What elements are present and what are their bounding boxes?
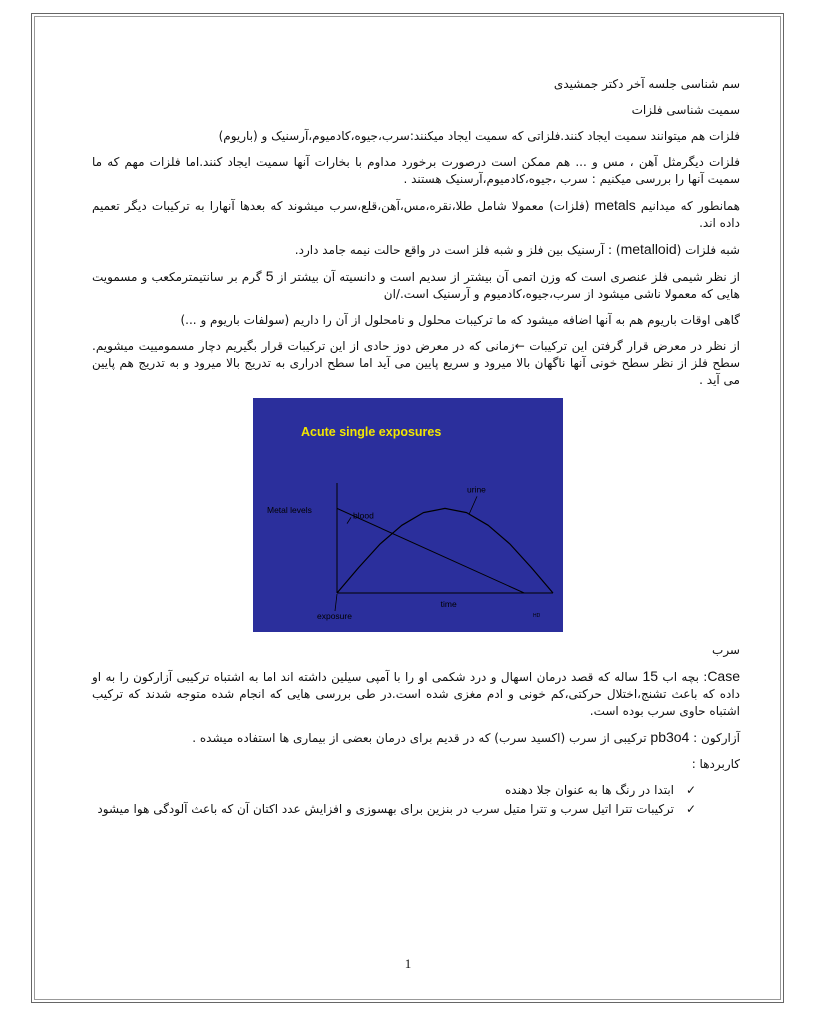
acute-exposure-chart [253,398,563,632]
checkmark-icon: ✓ [685,802,696,816]
case-age: 15 [642,668,659,684]
case-text-b: ساله که قصد درمان اسهال و درد شکمی او را با آمپی سیلین داشته اند اما به اشتباه ترکیبی آزارکون را به او داده که باعث تشنج،اختلال حرکتی،کم خونی و ادم مغزی شده است.در طی بررسی هایی که انجام شده متوجه شدند که ترکیب اشتباه حاوی سرب بوده است. [92,670,740,718]
heading-lecture: سم شناسی جلسه آخر دکتر جمشیدی [553,77,740,91]
paragraph-case [92,668,740,720]
list-item [92,782,740,799]
chart-x-label: time [440,599,457,609]
chart-container [92,398,740,632]
document-body [92,76,740,820]
paragraph-6-text-b: ) : آرسنیک بین فلز و شبه فلز است در واقع حالت نیمه جامد دارد. [294,243,621,257]
paragraph-5-text-a: همانطور که میدانیم [635,199,740,213]
paragraph-3: فلزات هم میتوانند سمیت ایجاد کنند.فلزاتی که سمیت ایجاد میکنند:سرب،جیوه،کادمیوم،آرسنیک و (باریوم) [218,129,740,143]
list-item-text: ابتدا در رنگ ها به عنوان جلا دهنده [505,783,674,797]
case-latin: Case [707,668,740,684]
checkmark-icon: ✓ [685,783,696,797]
paragraph-uses-heading: کاربردها : [691,757,740,771]
paragraph-6-text-a: شبه فلزات ( [676,243,740,257]
paragraph-8: گاهی اوقات باریوم هم به آنها اضافه میشود که ما ترکیبات محلول و نامحلول از آن را داریم (سولفات باریوم و ...) [180,313,740,327]
paragraph-6 [92,241,740,259]
paragraph-9: از نظر در معرض قرار گرفتن این ترکیبات ←زمانی که در معرض دوز حادی از این ترکیبات قرار بگیریم دچار مسمومییت میشویم. سطح فلز از نظر سطح خونی آنها ناگهان بالا میرود و سریع پایین می آید اما سطح ادراری به تدریج بالا میرود و به تدریج هم پایین می آید . [92,339,740,387]
list-item-text: ترکیبات تترا اتیل سرب و تترا متیل سرب در بنزین برای بهسوزی و افزایش عدد اکتان آن که باعث آلودگی هوا میشود [97,802,674,816]
paragraph-7-text-a: از نظر شیمی فلز عنصری است که وزن اتمی آن بیشتر از سدیم است و دانسیته آن بیشتر از [273,270,740,284]
azarcon-text-a: آزارکون : [689,731,740,745]
exposure-label: exposure [317,611,352,621]
paragraph-lead-heading: سرب [712,643,740,657]
series-urine-label: urine [467,484,486,495]
heading-topic: سمیت شناسی فلزات [631,103,740,117]
paragraph-azarcon [92,729,740,747]
paragraph-5-text-b: (فلزات) معمولا شامل طلا،نقره،مس،آهن،قلع،سرب میشوند که بعدها آنهارا به ترکیبات دیگر تعمیم داده اند. [92,199,740,230]
paragraph-7-latin: 5 [265,268,274,284]
page-number: 1 [404,956,412,971]
chart-corner-mark: HD [533,613,541,619]
paragraph-7 [92,268,740,303]
paragraph-5 [92,197,740,232]
azarcon-formula: pb3o4 [650,729,690,745]
list-item [92,801,740,818]
paragraph-7-text-b: گرم بر سانتیمترمکعب و مسمویت هایی که معمولا ناشی میشود از سرب،جیوه،کادمیوم و آرسنیک است./ان [92,270,740,301]
paragraph-6-latin: metalloid [620,241,677,257]
case-text-a: : بچه اب [658,670,708,684]
paragraph-5-latin: metals [594,197,636,213]
chart-y-label: Metal levels [267,505,312,515]
paragraph-4: فلزات دیگرمثل آهن ، مس و ... هم ممکن است درصورت برخورد مداوم با بخارات آنها سمیت ایجاد کنند.اما فلزات مهم که ما سمیت آنها را بررسی میکنیم : سرب ،جیوه،کادمیوم،آرسنیک هستند . [92,155,740,186]
azarcon-text-b: ترکیبی از سرب (اکسید سرب) که در قدیم برای درمان بعضی از بیماری ها استفاده میشده . [192,731,651,745]
chart-title: Acute single exposures [301,425,442,439]
uses-list [92,782,740,818]
series-blood-label: blood [353,510,374,521]
